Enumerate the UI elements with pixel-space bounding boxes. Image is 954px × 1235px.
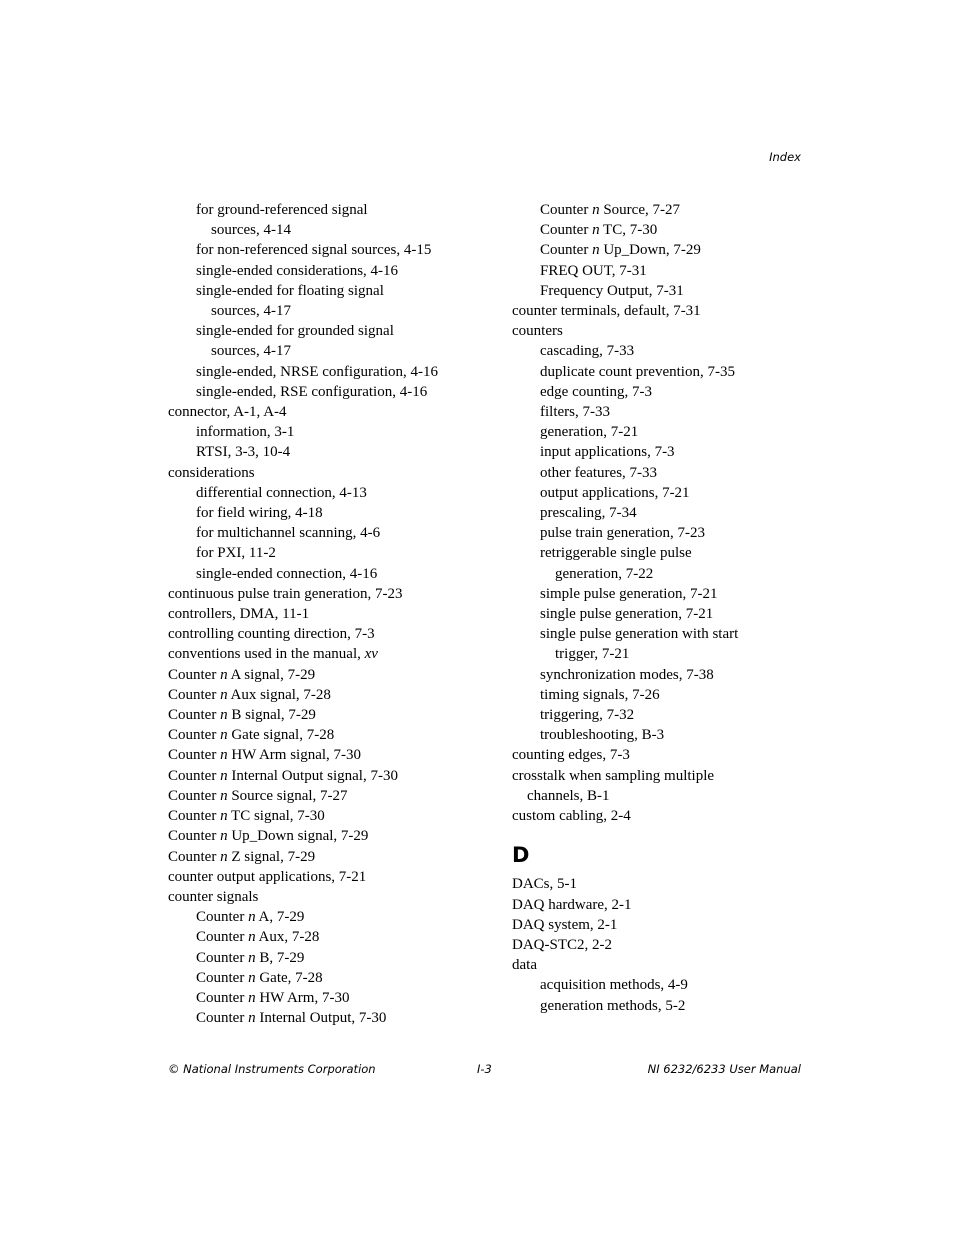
index-entry-italic: n (220, 787, 228, 804)
index-entry-text: simple pulse generation, 7-21 (540, 585, 718, 602)
index-entry-suffix: HW Arm signal, 7-30 (227, 747, 362, 764)
index-entry-text: single-ended considerations, 4-16 (196, 262, 399, 279)
index-entry-text: single pulse generation with start (540, 626, 739, 643)
index-entry-continuation: generation, 7-22 (555, 565, 654, 582)
index-entry-prefix: Counter (196, 989, 249, 1006)
index-entry-italic: n (592, 222, 600, 239)
index-entry (168, 624, 488, 644)
index-entry-italic: n (220, 686, 228, 703)
index-entry (512, 935, 762, 955)
index-entry-italic: n (248, 1010, 256, 1027)
index-subentry (512, 281, 762, 301)
index-entry-text: single pulse generation, 7-21 (540, 606, 714, 623)
index-subentry (512, 665, 762, 685)
index-entry-prefix: Counter (168, 767, 221, 784)
index-subentry (168, 422, 488, 442)
index-entry-italic: n (248, 949, 256, 966)
index-section-letter: D (512, 843, 530, 868)
index-entry-text: single-ended, NRSE configuration, 4-16 (196, 363, 439, 380)
index-entry-suffix: Gate signal, 7-28 (227, 727, 335, 744)
index-entry-continuation: channels, B-1 (527, 787, 610, 804)
index-entry (168, 826, 488, 846)
index-subentry (512, 341, 762, 361)
index-entry-suffix: B, 7-29 (255, 949, 305, 966)
index-subentry (512, 200, 762, 220)
index-entry-text: triggering, 7-32 (540, 707, 635, 724)
index-entry (512, 766, 762, 806)
index-entry-text: information, 3-1 (196, 424, 295, 441)
index-entry-suffix: A signal, 7-29 (227, 666, 316, 683)
index-entry-suffix: Gate, 7-28 (255, 969, 323, 986)
index-entry-text: controllers, DMA, 11-1 (168, 606, 310, 623)
index-subentry (168, 968, 488, 988)
index-entry-italic: n (248, 989, 256, 1006)
index-entry-italic: n (220, 727, 228, 744)
index-subentry (512, 975, 762, 995)
index-entry-text: DAQ system, 2-1 (512, 916, 618, 933)
index-subentry (512, 422, 762, 442)
footer-manual-title: NI 6232/6233 User Manual (647, 1062, 801, 1076)
index-subentry (512, 604, 762, 624)
index-entry-text: cascading, 7-33 (540, 343, 635, 360)
index-entry-text: DAQ-STC2, 2-2 (512, 936, 612, 953)
index-subentry (168, 240, 488, 260)
index-entry-prefix: Counter (168, 787, 221, 804)
index-entry (168, 867, 488, 887)
index-entry (168, 806, 488, 826)
index-subentry (168, 503, 488, 523)
index-entry (512, 895, 762, 915)
index-subentry (168, 927, 488, 947)
index-entry-text: FREQ OUT, 7-31 (540, 262, 647, 279)
index-entry (512, 915, 762, 935)
index-entry-continuation: sources, 4-14 (211, 222, 291, 239)
index-subentry (512, 463, 762, 483)
index-entry-prefix: Counter (168, 828, 221, 845)
index-entry-suffix: Aux, 7-28 (255, 929, 320, 946)
index-entry-prefix: Counter (196, 1010, 249, 1027)
index-entry-suffix: A, 7-29 (255, 909, 305, 926)
index-entry-text: retriggerable single pulse (540, 545, 692, 562)
index-entry-suffix: Internal Output signal, 7-30 (227, 767, 398, 784)
index-entry-text: crosstalk when sampling multiple (512, 767, 715, 784)
index-entry (512, 806, 762, 826)
index-entry-text: connector, A-1, A-4 (168, 404, 287, 421)
index-subentry (512, 240, 762, 260)
index-entry-text: counter terminals, default, 7-31 (512, 303, 701, 320)
index-entry-text: single-ended for grounded signal (196, 323, 394, 340)
index-entry-text: considerations (168, 464, 255, 481)
index-subentry (168, 261, 488, 281)
index-subentry (168, 442, 488, 462)
index-entry (168, 745, 488, 765)
index-subentry (168, 543, 488, 563)
index-subentry (168, 321, 488, 361)
footer-page-number: I-3 (477, 1062, 492, 1076)
index-entry-text: troubleshooting, B-3 (540, 727, 665, 744)
index-column-right (512, 200, 762, 1016)
index-entry-text: pulse train generation, 7-23 (540, 525, 705, 542)
index-entry-text: counters (512, 323, 563, 340)
index-subentry (512, 382, 762, 402)
index-entry-text: other features, 7-33 (540, 464, 658, 481)
footer-copyright: © National Instruments Corporation (168, 1062, 376, 1076)
index-entry-prefix: Counter (196, 909, 249, 926)
index-entry-italic: n (220, 707, 228, 724)
index-entry (168, 644, 488, 664)
index-entry-prefix: Counter (540, 242, 593, 259)
index-entry-suffix: Source signal, 7-27 (227, 787, 348, 804)
index-entry-italic: n (220, 848, 228, 865)
index-entry-prefix: Counter (196, 969, 249, 986)
index-entry (168, 887, 488, 907)
index-entry-prefix: conventions used in the manual, (168, 646, 365, 663)
index-entry-text: synchronization modes, 7-38 (540, 666, 714, 683)
index-entry-text: data (512, 957, 537, 974)
index-entry-continuation: sources, 4-17 (211, 303, 291, 320)
index-entry-text: acquisition methods, 4-9 (540, 977, 688, 994)
index-entry-text: counter signals (168, 888, 259, 905)
index-entry-text: for field wiring, 4-18 (196, 505, 323, 522)
index-entry-text: input applications, 7-3 (540, 444, 675, 461)
index-subentry (168, 382, 488, 402)
index-subentry (512, 483, 762, 503)
index-entry-continuation: trigger, 7-21 (555, 646, 630, 663)
index-entry-text: Frequency Output, 7-31 (540, 282, 684, 299)
index-entry-prefix: Counter (168, 666, 221, 683)
running-header: Index (769, 150, 801, 164)
index-entry-suffix: B signal, 7-29 (227, 707, 316, 724)
index-subentry (512, 220, 762, 240)
index-subentry (512, 362, 762, 382)
index-entry-text: for non-referenced signal sources, 4-15 (196, 242, 432, 259)
index-subentry (168, 523, 488, 543)
index-subentry (168, 948, 488, 968)
index-subentry (168, 281, 488, 321)
index-entry (512, 955, 762, 975)
index-subentry (512, 543, 762, 583)
index-entry (168, 705, 488, 725)
index-subentry (512, 705, 762, 725)
index-entry-italic: n (248, 929, 256, 946)
index-subentry (168, 907, 488, 927)
index-entry-suffix: Aux signal, 7-28 (227, 686, 331, 703)
index-entry (512, 874, 762, 894)
index-subentry (168, 200, 488, 240)
index-entry-prefix: Counter (540, 222, 593, 239)
index-subentry (512, 523, 762, 543)
index-entry (168, 725, 488, 745)
index-entry-text: counter output applications, 7-21 (168, 868, 367, 885)
index-entry (168, 766, 488, 786)
index-entry-italic: n (220, 828, 228, 845)
index-entry-prefix: Counter (168, 707, 221, 724)
index-subentry (168, 483, 488, 503)
index-entry-text: RTSI, 3-3, 10-4 (196, 444, 291, 461)
index-subentry (512, 624, 762, 664)
index-subentry (512, 442, 762, 462)
index-entry-italic: n (220, 808, 228, 825)
index-subentry (512, 402, 762, 422)
index-entry (168, 786, 488, 806)
index-entry-text: generation, 7-21 (540, 424, 639, 441)
index-entry-text: duplicate count prevention, 7-35 (540, 363, 735, 380)
index-entry (168, 584, 488, 604)
index-entry-text: controlling counting direction, 7-3 (168, 626, 375, 643)
index-entry-text: DAQ hardware, 2-1 (512, 896, 632, 913)
index-entry-text: for ground-referenced signal (196, 202, 368, 218)
index-entry-suffix: TC, 7-30 (599, 222, 658, 239)
index-subentry (512, 584, 762, 604)
index-entry-suffix: TC signal, 7-30 (227, 808, 325, 825)
index-entry-italic: n (248, 909, 256, 926)
index-entry-prefix: Counter (168, 747, 221, 764)
index-entry-text: single-ended connection, 4-16 (196, 565, 378, 582)
index-entry-suffix: Up_Down signal, 7-29 (227, 828, 369, 845)
index-entry-prefix: Counter (540, 202, 593, 218)
index-entry-suffix: Z signal, 7-29 (227, 848, 316, 865)
index-entry-text: output applications, 7-21 (540, 484, 690, 501)
index-entry-text: for multichannel scanning, 4-6 (196, 525, 381, 542)
index-subentry (512, 996, 762, 1016)
index-entry-text: edge counting, 7-3 (540, 383, 653, 400)
index-entry (168, 665, 488, 685)
index-entry-text: differential connection, 4-13 (196, 484, 367, 501)
index-entry (512, 321, 762, 341)
index-entry-suffix: Source, 7-27 (599, 202, 680, 218)
index-entry-italic: n (248, 969, 256, 986)
index-entry-suffix: Up_Down, 7-29 (599, 242, 701, 259)
index-subentry (512, 503, 762, 523)
index-subentry (512, 685, 762, 705)
index-entry-prefix: Counter (168, 686, 221, 703)
index-entry-italic: n (592, 202, 600, 218)
index-entry-prefix: Counter (168, 848, 221, 865)
index-subentry (512, 725, 762, 745)
index-entry (512, 745, 762, 765)
index-entry (512, 301, 762, 321)
index-subentry (168, 564, 488, 584)
index-entry-suffix: HW Arm, 7-30 (255, 989, 350, 1006)
index-entry-text: timing signals, 7-26 (540, 686, 660, 703)
index-subentry (168, 362, 488, 382)
index-subentry (512, 261, 762, 281)
index-subentry (168, 988, 488, 1008)
index-entry-text: counting edges, 7-3 (512, 747, 630, 764)
index-entry-text: single-ended, RSE configuration, 4-16 (196, 383, 428, 400)
index-entry (168, 463, 488, 483)
index-column-left (168, 200, 488, 1028)
index-entry-text: DACs, 5-1 (512, 876, 578, 893)
index-entry-italic: n (592, 242, 600, 259)
index-entry-text: continuous pulse train generation, 7-23 (168, 585, 403, 602)
index-entry-prefix: Counter (196, 949, 249, 966)
index-entry-text: generation methods, 5-2 (540, 997, 686, 1014)
index-entry-italic: xv (364, 646, 378, 663)
index-entry-suffix: Internal Output, 7-30 (255, 1010, 387, 1027)
index-entry-text: filters, 7-33 (540, 404, 610, 421)
index-entry-prefix: Counter (196, 929, 249, 946)
index-entry-continuation: sources, 4-17 (211, 343, 291, 360)
index-entry (168, 402, 488, 422)
index-entry-text: single-ended for floating signal (196, 282, 384, 299)
index-entry-italic: n (220, 666, 228, 683)
index-entry-text: custom cabling, 2-4 (512, 808, 631, 825)
index-entry (168, 685, 488, 705)
index-entry-prefix: Counter (168, 727, 221, 744)
index-entry (168, 847, 488, 867)
index-entry (168, 604, 488, 624)
index-entry-prefix: Counter (168, 808, 221, 825)
index-entry-text: for PXI, 11-2 (196, 545, 276, 562)
index-subentry (168, 1008, 488, 1028)
index-entry-italic: n (220, 767, 228, 784)
index-entry-text: prescaling, 7-34 (540, 505, 637, 522)
index-entry-italic: n (220, 747, 228, 764)
